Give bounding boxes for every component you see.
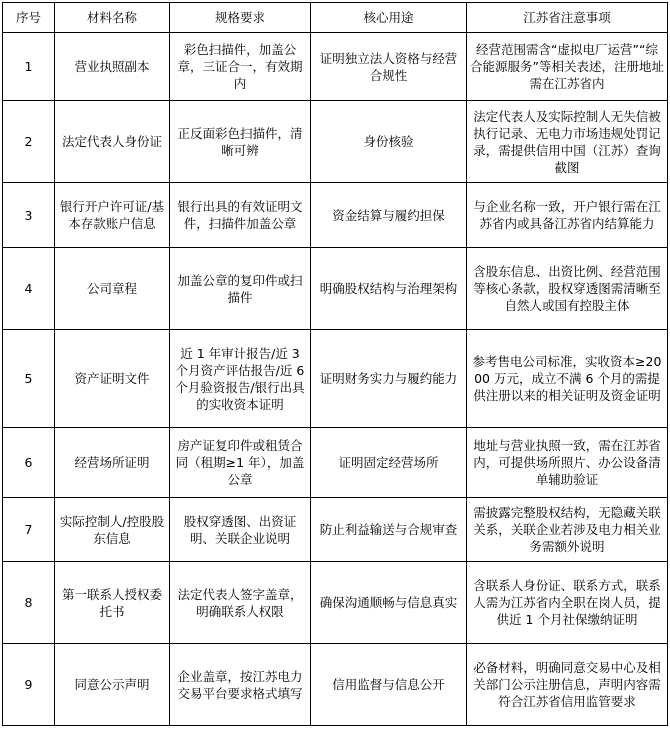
cell-name: 经营场所证明: [55, 428, 170, 498]
cell-use: 确保沟通顺畅与信息真实: [311, 562, 467, 644]
table-row: [3, 498, 668, 562]
cell-seq: 5: [3, 330, 55, 428]
cell-spec: 法定代表人签字盖章，明确联系人权限: [170, 562, 311, 644]
cell-seq: 4: [3, 248, 55, 330]
cell-use: 证明独立法人资格与经营合规性: [311, 33, 467, 101]
cell-name: 同意公示声明: [55, 644, 170, 726]
cell-spec: 正反面彩色扫描件，清晰可辨: [170, 101, 311, 183]
cell-note: 法定代表人及实际控制人无失信被执行记录、无电力市场违规处罚记录，需提供信用中国（江苏）查询截图: [467, 101, 668, 183]
cell-use: 证明财务实力与履约能力: [311, 330, 467, 428]
table-row: [3, 562, 668, 644]
cell-note: 地址与营业执照一致，需在江苏省内，可提供场所照片、办公设备清单辅助验证: [467, 428, 668, 498]
cell-seq: 3: [3, 183, 55, 248]
cell-spec: 股权穿透图、出资证明、关联企业说明: [170, 498, 311, 562]
cell-name: 营业执照副本: [55, 33, 170, 101]
table-row: [3, 33, 668, 101]
cell-name: 银行开户许可证/基本存款账户信息: [55, 183, 170, 248]
cell-note: 参考售电公司标准，实收资本≥2000 万元，成立不满 6 个月的需提供注册以来的相关证明及资金证明: [467, 330, 668, 428]
header-spec: 规格要求: [170, 3, 311, 33]
cell-name: 第一联系人授权委托书: [55, 562, 170, 644]
cell-seq: 6: [3, 428, 55, 498]
table-header-row: [3, 3, 668, 33]
cell-name: 实际控制人/控股股东信息: [55, 498, 170, 562]
cell-use: 身份核验: [311, 101, 467, 183]
cell-seq: 1: [3, 33, 55, 101]
table-row: [3, 248, 668, 330]
cell-seq: 9: [3, 644, 55, 726]
table-row: [3, 183, 668, 248]
cell-name: 法定代表人身份证: [55, 101, 170, 183]
cell-spec: 银行出具的有效证明文件，扫描件加盖公章: [170, 183, 311, 248]
cell-use: 防止利益输送与合规审查: [311, 498, 467, 562]
cell-spec: 加盖公章的复印件或扫描件: [170, 248, 311, 330]
cell-spec: 房产证复印件或租赁合同（租期≥1 年），加盖公章: [170, 428, 311, 498]
cell-use: 证明固定经营场所: [311, 428, 467, 498]
cell-spec: 近 1 年审计报告/近 3 个月资产评估报告/近 6 个月验资报告/银行出具的实收资本证明: [170, 330, 311, 428]
cell-spec: 彩色扫描件，加盖公章，三证合一，有效期内: [170, 33, 311, 101]
cell-note: 经营范围需含“虚拟电厂运营”“综合能源服务”等相关表述，注册地址需在江苏省内: [467, 33, 668, 101]
header-use: 核心用途: [311, 3, 467, 33]
cell-note: 含股东信息、出资比例、经营范围等核心条款，股权穿透图需清晰至自然人或国有控股主体: [467, 248, 668, 330]
table-row: [3, 644, 668, 726]
cell-note: 含联系人身份证、联系方式，联系人需为江苏省内全职在岗人员，提供近 1 个月社保缴纳证明: [467, 562, 668, 644]
table-row: [3, 428, 668, 498]
cell-seq: 8: [3, 562, 55, 644]
materials-table: [2, 2, 668, 726]
cell-note: 必备材料，明确同意交易中心及相关部门公示注册信息，声明内容需符合江苏省信用监管要求: [467, 644, 668, 726]
cell-note: 与企业名称一致，开户银行需在江苏省内或具备江苏省内结算能力: [467, 183, 668, 248]
cell-seq: 2: [3, 101, 55, 183]
header-name: 材料名称: [55, 3, 170, 33]
cell-name: 公司章程: [55, 248, 170, 330]
table-row: [3, 330, 668, 428]
cell-use: 资金结算与履约担保: [311, 183, 467, 248]
cell-name: 资产证明文件: [55, 330, 170, 428]
cell-spec: 企业盖章，按江苏电力交易平台要求格式填写: [170, 644, 311, 726]
header-note: 江苏省注意事项: [467, 3, 668, 33]
header-seq: 序号: [3, 3, 55, 33]
cell-use: 信用监督与信息公开: [311, 644, 467, 726]
cell-note: 需披露完整股权结构，无隐藏关联关系，关联企业若涉及电力相关业务需额外说明: [467, 498, 668, 562]
cell-seq: 7: [3, 498, 55, 562]
cell-use: 明确股权结构与治理架构: [311, 248, 467, 330]
table-row: [3, 101, 668, 183]
